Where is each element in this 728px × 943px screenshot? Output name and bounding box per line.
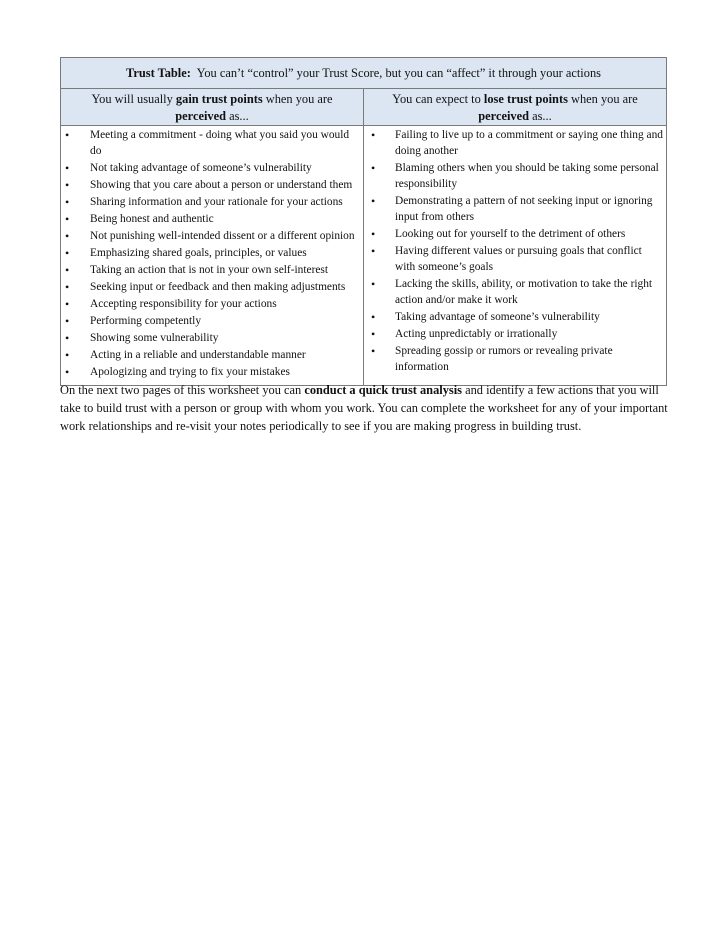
lose-header-text: when you are	[567, 92, 638, 106]
trust-table-body-row	[61, 126, 667, 386]
lose-header-text: as...	[528, 109, 552, 123]
lose-item: • Failing to live up to a commitment or saying one thing and doing another	[364, 127, 666, 159]
gain-trust-cell	[61, 126, 364, 386]
gain-item: • Taking an action that is not in your own self-interest	[61, 262, 363, 278]
trust-table-title-text: You can’t “control” your Trust Score, but you can “affect” it through your actions	[196, 66, 601, 80]
lose-item: • Having different values or pursuing goals that conflict with someone’s goals	[364, 243, 666, 275]
gain-header-text: as...	[225, 109, 249, 123]
trust-table-title-row	[61, 58, 667, 89]
lose-item: • Demonstrating a pattern of not seeking input or ignoring input from others	[364, 193, 666, 225]
lose-item: • Acting unpredictably or irrationally	[364, 326, 666, 342]
gain-trust-list	[61, 126, 363, 385]
gain-item: • Being honest and authentic	[61, 211, 363, 227]
paragraph-text: On the next two pages of this worksheet you can	[60, 383, 305, 397]
gain-header-text: when you are	[262, 92, 333, 106]
gain-item: • Emphasizing shared goals, principles, or values	[61, 245, 363, 261]
lose-item: • Looking out for yourself to the detriment of others	[364, 226, 666, 242]
lose-trust-header	[364, 89, 667, 126]
worksheet-intro-paragraph	[60, 381, 672, 435]
lose-item: • Blaming others when you should be taking some personal responsibility	[364, 160, 666, 192]
trust-table-title-label: Trust Table:	[126, 66, 191, 80]
trust-table	[60, 57, 667, 386]
lose-item: • Spreading gossip or rumors or revealing private information	[364, 343, 666, 375]
gain-header-bold: perceived	[175, 109, 226, 123]
gain-item: • Acting in a reliable and understandable manner	[61, 347, 363, 363]
gain-header-text: You will usually	[91, 92, 176, 106]
gain-item: • Performing competently	[61, 313, 363, 329]
lose-trust-cell	[364, 126, 667, 386]
lose-item: • Taking advantage of someone’s vulnerability	[364, 309, 666, 325]
gain-item: • Not taking advantage of someone’s vulnerability	[61, 160, 363, 176]
gain-item: • Accepting responsibility for your actions	[61, 296, 363, 312]
gain-item: • Showing some vulnerability	[61, 330, 363, 346]
gain-item: • Meeting a commitment - doing what you said you would do	[61, 127, 363, 159]
gain-item: • Sharing information and your rationale for your actions	[61, 194, 363, 210]
gain-item: • Showing that you care about a person or understand them	[61, 177, 363, 193]
lose-trust-list	[364, 126, 666, 380]
trust-table-title	[61, 58, 667, 89]
lose-header-bold: perceived	[478, 109, 529, 123]
gain-item: • Not punishing well-intended dissent or a different opinion	[61, 228, 363, 244]
trust-table-header-row	[61, 89, 667, 126]
paragraph-text: and identify a few actions that you will take to build trust with a person or group with whom you work. You can complete the worksheet for any of your important work relationships and re-visit your notes periodically to see if you are making progress in building trust.	[60, 383, 668, 433]
gain-item: • Apologizing and trying to fix your mistakes	[61, 364, 363, 380]
lose-header-bold: lose trust points	[483, 92, 568, 106]
paragraph-bold-text: conduct a quick trust analysis	[304, 383, 462, 397]
gain-header-bold: gain trust points	[175, 92, 263, 106]
lose-item: • Lacking the skills, ability, or motivation to take the right action and/or make it work	[364, 276, 666, 308]
lose-header-text: You can expect to	[392, 92, 484, 106]
gain-item: • Seeking input or feedback and then making adjustments	[61, 279, 363, 295]
gain-trust-header	[61, 89, 364, 126]
